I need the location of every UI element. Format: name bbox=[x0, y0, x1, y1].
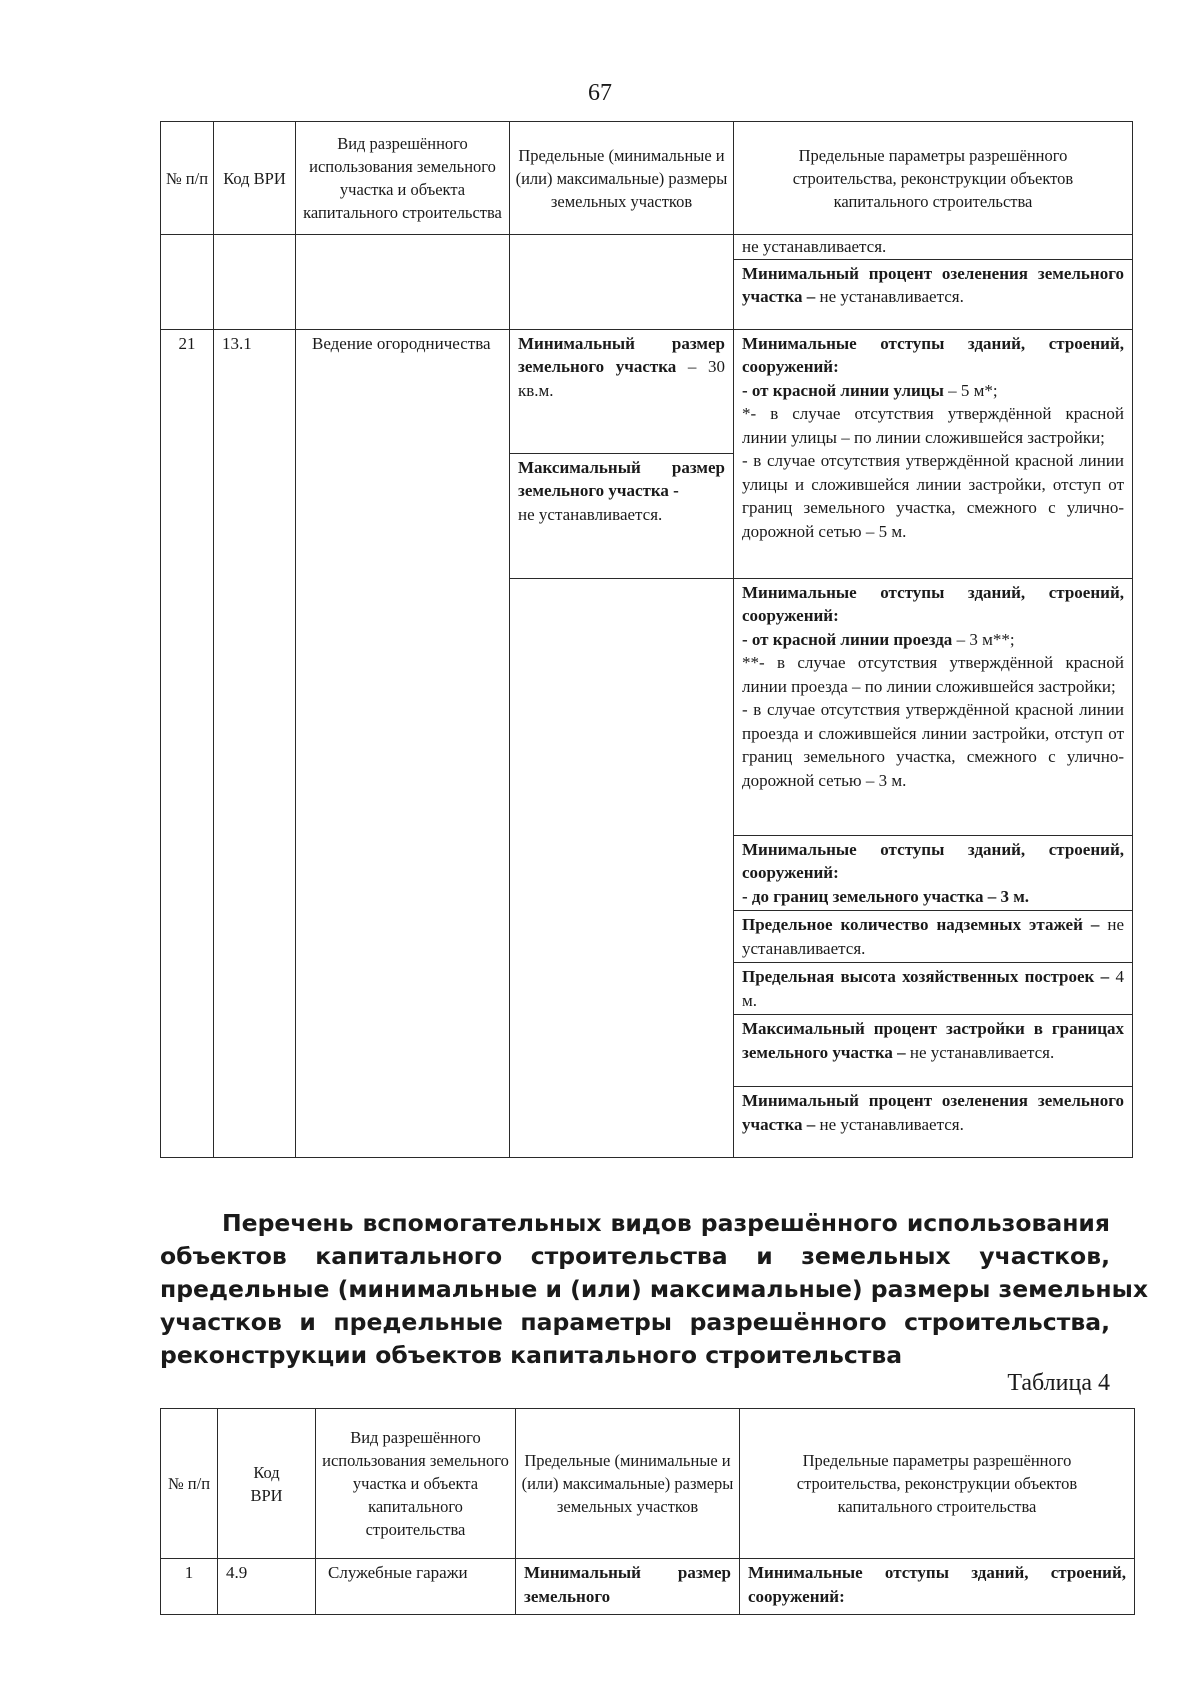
param-title: Минимальные отступы зданий, строений, сооружений: bbox=[742, 582, 1124, 625]
param-continued: не устанавливается. bbox=[734, 235, 1133, 260]
table-row bbox=[161, 1559, 1135, 1615]
header-params: Предельные параметры разрешённого строительства, реконструкции объектов капитального строительства bbox=[734, 122, 1133, 235]
section-title-line: предельные (минимальные и (или) максимальные) размеры земельных bbox=[160, 1275, 1148, 1303]
param-title: Минимальные отступы зданий, строений, сооружений: bbox=[742, 333, 1124, 376]
min-size-value: – 30 кв.м. bbox=[518, 357, 726, 400]
param-value: не устанавливается. bbox=[742, 915, 1125, 958]
row-vid: Ведение огородничества bbox=[296, 329, 510, 1158]
param-setback: Минимальные отступы зданий, строений, сооружений: bbox=[740, 1559, 1135, 1615]
section-title-line: объектов капитального строительства и земельных участков, bbox=[160, 1242, 1110, 1270]
param-note-2: - в случае отсутствия утверждённой красной линии улицы и сложившейся линии застройки, отступ от границ земельного участка, смежного с улично-дорожной сетью – 5 м. bbox=[742, 451, 1124, 541]
param-line-value: – 5 м*; bbox=[948, 380, 998, 400]
table-label: Таблица 4 bbox=[1007, 1370, 1110, 1396]
param-max-coverage bbox=[734, 1015, 1133, 1087]
param-note-1: *- в случае отсутствия утверждённой красной линии улицы – по линии сложившейся застройки; bbox=[742, 404, 1124, 447]
cell-empty bbox=[214, 235, 296, 330]
min-size-label: Минимальный размер земельного участка bbox=[518, 333, 725, 376]
param-setback-street bbox=[734, 329, 1133, 578]
section-title-line: участков и предельные параметры разрешённого строительства, bbox=[160, 1308, 1110, 1336]
cell-empty bbox=[296, 235, 510, 330]
param-line: - до границ земельного участка – 3 м. bbox=[742, 886, 1030, 906]
section-title-line: Перечень вспомогательных видов разрешённого использования bbox=[222, 1209, 1110, 1237]
min-size-cell bbox=[510, 329, 734, 453]
header-code: Код ВРИ bbox=[218, 1409, 316, 1559]
param-min-greening-continued bbox=[734, 259, 1133, 329]
cell-empty bbox=[510, 235, 734, 330]
header-vid: Вид разрешённого использования земельного участка и объекта капитального строительства bbox=[316, 1409, 516, 1559]
header-code: Код ВРИ bbox=[214, 122, 296, 235]
param-bold: Максимальный процент застройки в границах земельного участка – bbox=[742, 1019, 1124, 1062]
row-code: 4.9 bbox=[218, 1559, 316, 1615]
header-sizes: Предельные (минимальные и (или) максимальные) размеры земельных участков bbox=[516, 1409, 740, 1559]
param-bold: Предельная высота хозяйственных построек – bbox=[742, 967, 1110, 986]
param-height bbox=[734, 963, 1133, 1015]
param-value: 4 м. bbox=[742, 967, 1124, 1010]
max-size-value: не устанавливается. bbox=[518, 504, 663, 524]
auxiliary-regulations-table bbox=[160, 1408, 1135, 1615]
param-setback-boundary bbox=[734, 835, 1133, 911]
page-number: 67 bbox=[588, 80, 612, 106]
param-note-1: **- в случае отсутствия утверждённой красной линии проезда – по линии сложившейся застройки; bbox=[742, 653, 1124, 696]
param-value: не устанавливается. bbox=[819, 1114, 964, 1134]
param-line-value: – 3 м**; bbox=[956, 629, 1015, 649]
header-num: № п/п bbox=[161, 1409, 218, 1559]
section-title-line: реконструкции объектов капитального строительства bbox=[160, 1341, 903, 1369]
param-value: не устанавливается. bbox=[909, 1042, 1055, 1062]
max-size-label: Максимальный размер земельного участка - bbox=[518, 457, 725, 500]
header-vid: Вид разрешённого использования земельного участка и объекта капитального строительства bbox=[296, 122, 510, 235]
table-row bbox=[161, 235, 1133, 260]
row-num: 1 bbox=[161, 1559, 218, 1615]
param-min-greening bbox=[734, 1087, 1133, 1158]
header-sizes: Предельные (минимальные и (или) максимальные) размеры земельных участков bbox=[510, 122, 734, 235]
param-setback-driveway bbox=[734, 578, 1133, 835]
table-header-row bbox=[161, 122, 1133, 235]
min-size-cell: Минимальный размер земельного bbox=[516, 1559, 740, 1615]
param-title: Минимальные отступы зданий, строений, сооружений: bbox=[742, 839, 1124, 882]
section-title bbox=[160, 1207, 1148, 1372]
table-row-21 bbox=[161, 329, 1133, 453]
param-value: не устанавливается. bbox=[819, 287, 964, 306]
table-header-row bbox=[161, 1409, 1135, 1559]
param-bold: Минимальный процент озеленения земельного участка – bbox=[742, 263, 1124, 306]
max-size-cell bbox=[510, 453, 734, 578]
header-num: № п/п bbox=[161, 122, 214, 235]
param-line-bold: - от красной линии улицы bbox=[742, 380, 944, 400]
param-bold: Предельное количество надземных этажей – bbox=[742, 915, 1100, 934]
param-floors bbox=[734, 911, 1133, 963]
header-params: Предельные параметры разрешённого строительства, реконструкции объектов капитального строительства bbox=[740, 1409, 1135, 1559]
cell-empty bbox=[161, 235, 214, 330]
row-vid: Служебные гаражи bbox=[316, 1559, 516, 1615]
param-note-2: - в случае отсутствия утверждённой красной линии проезда и сложившейся линии застройки, отступ от границ земельного участка, смежного с улично-дорожной сетью – 3 м. bbox=[742, 700, 1124, 790]
row-code: 13.1 bbox=[214, 329, 296, 1158]
cell-empty bbox=[510, 578, 734, 1158]
param-line bbox=[742, 628, 1124, 652]
param-line bbox=[742, 379, 1124, 403]
param-bold: Минимальный процент озеленения земельного участка – bbox=[742, 1091, 1124, 1134]
row-num: 21 bbox=[161, 329, 214, 1158]
param-line-bold: - от красной линии проезда bbox=[742, 629, 953, 649]
main-regulations-table bbox=[160, 121, 1133, 1158]
